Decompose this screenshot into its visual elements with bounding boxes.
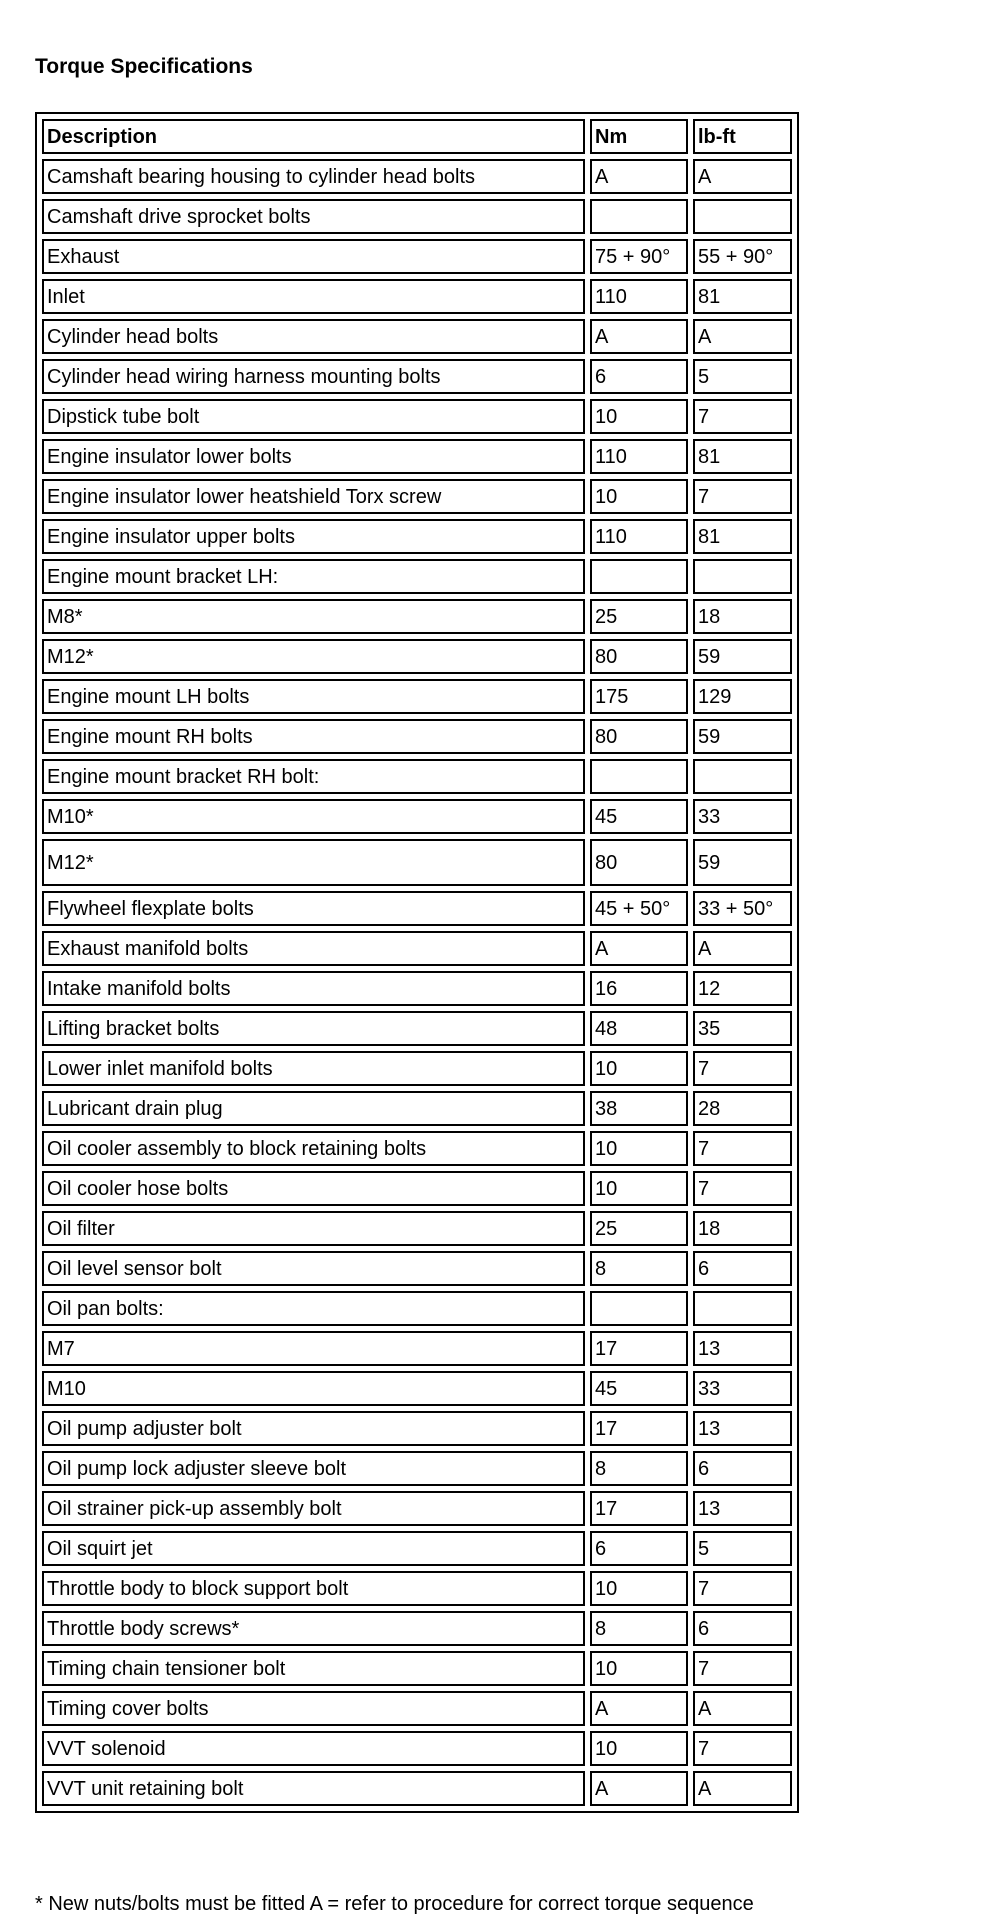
table-row <box>42 971 792 1006</box>
description-cell: M10* <box>42 799 585 834</box>
lbft-cell: 7 <box>693 1571 792 1606</box>
table-row <box>42 1051 792 1086</box>
table-row <box>42 1611 792 1646</box>
lbft-cell: 59 <box>693 639 792 674</box>
table-row <box>42 1411 792 1446</box>
lbft-cell: A <box>693 319 792 354</box>
table-row <box>42 1771 792 1806</box>
lbft-cell <box>693 1291 792 1326</box>
description-cell: M10 <box>42 1371 585 1406</box>
nm-cell: 45 + 50° <box>590 891 688 926</box>
description-cell: Oil level sensor bolt <box>42 1251 585 1286</box>
table-row <box>42 891 792 926</box>
nm-cell: 75 + 90° <box>590 239 688 274</box>
description-cell: Intake manifold bolts <box>42 971 585 1006</box>
header-row <box>42 119 792 154</box>
nm-cell: 6 <box>590 359 688 394</box>
lbft-cell: 59 <box>693 719 792 754</box>
nm-cell: 17 <box>590 1491 688 1526</box>
lbft-cell: A <box>693 1771 792 1806</box>
lbft-cell: 13 <box>693 1411 792 1446</box>
table-row <box>42 1731 792 1766</box>
table-header <box>42 119 792 154</box>
lbft-cell: 81 <box>693 519 792 554</box>
lbft-cell: 7 <box>693 1171 792 1206</box>
nm-cell: 110 <box>590 439 688 474</box>
description-cell: M8* <box>42 599 585 634</box>
torque-specs-table <box>35 112 799 1813</box>
description-cell: Engine insulator upper bolts <box>42 519 585 554</box>
description-cell: M7 <box>42 1331 585 1366</box>
table-row <box>42 1691 792 1726</box>
nm-cell: 25 <box>590 1211 688 1246</box>
table-row <box>42 159 792 194</box>
description-cell: Oil cooler assembly to block retaining bolts <box>42 1131 585 1166</box>
lbft-cell: 12 <box>693 971 792 1006</box>
nm-cell: 8 <box>590 1451 688 1486</box>
nm-cell: 10 <box>590 1651 688 1686</box>
lbft-cell <box>693 199 792 234</box>
description-cell: Lubricant drain plug <box>42 1091 585 1126</box>
description-cell: Lower inlet manifold bolts <box>42 1051 585 1086</box>
lbft-cell: 5 <box>693 359 792 394</box>
nm-cell: A <box>590 1691 688 1726</box>
nm-cell: 6 <box>590 1531 688 1566</box>
lbft-cell: 28 <box>693 1091 792 1126</box>
nm-cell: A <box>590 931 688 966</box>
lbft-cell: 6 <box>693 1251 792 1286</box>
lbft-cell: 18 <box>693 1211 792 1246</box>
lbft-cell: 13 <box>693 1491 792 1526</box>
nm-cell: 8 <box>590 1251 688 1286</box>
lbft-cell: 7 <box>693 1651 792 1686</box>
description-cell: Engine mount LH bolts <box>42 679 585 714</box>
description-cell: Throttle body screws* <box>42 1611 585 1646</box>
table-row <box>42 279 792 314</box>
table-row <box>42 1211 792 1246</box>
nm-cell: 80 <box>590 839 688 886</box>
table-row <box>42 759 792 794</box>
description-cell: Cylinder head bolts <box>42 319 585 354</box>
nm-cell: 10 <box>590 1131 688 1166</box>
table-row <box>42 931 792 966</box>
nm-cell: 175 <box>590 679 688 714</box>
page-title: Torque Specifications <box>35 55 253 78</box>
description-cell: Inlet <box>42 279 585 314</box>
table-row <box>42 1451 792 1486</box>
description-cell: M12* <box>42 639 585 674</box>
table-row <box>42 1371 792 1406</box>
table-row <box>42 1531 792 1566</box>
table-row <box>42 519 792 554</box>
nm-cell: 17 <box>590 1331 688 1366</box>
nm-cell: 10 <box>590 479 688 514</box>
lbft-cell: 7 <box>693 479 792 514</box>
description-cell: Camshaft drive sprocket bolts <box>42 199 585 234</box>
table-row <box>42 1131 792 1166</box>
table-row <box>42 199 792 234</box>
lbft-cell: 35 <box>693 1011 792 1046</box>
nm-cell: 16 <box>590 971 688 1006</box>
nm-cell: 10 <box>590 1171 688 1206</box>
table-row <box>42 1491 792 1526</box>
table-row <box>42 599 792 634</box>
nm-cell <box>590 759 688 794</box>
lbft-cell: 7 <box>693 1731 792 1766</box>
nm-cell: 17 <box>590 1411 688 1446</box>
table-row <box>42 679 792 714</box>
nm-cell: 10 <box>590 1051 688 1086</box>
nm-cell: 80 <box>590 639 688 674</box>
description-cell: Camshaft bearing housing to cylinder head bolts <box>42 159 585 194</box>
table-row <box>42 239 792 274</box>
table-row <box>42 839 792 886</box>
col-header-nm: Nm <box>590 119 688 154</box>
description-cell: Oil strainer pick-up assembly bolt <box>42 1491 585 1526</box>
nm-cell: 8 <box>590 1611 688 1646</box>
nm-cell: 45 <box>590 1371 688 1406</box>
description-cell: Flywheel flexplate bolts <box>42 891 585 926</box>
description-cell: Engine insulator lower bolts <box>42 439 585 474</box>
description-cell: M12* <box>42 839 585 886</box>
lbft-cell: 129 <box>693 679 792 714</box>
table-row <box>42 359 792 394</box>
table-row <box>42 639 792 674</box>
table-row <box>42 1291 792 1326</box>
table-body <box>42 159 792 1806</box>
nm-cell: 48 <box>590 1011 688 1046</box>
table-row <box>42 1091 792 1126</box>
lbft-cell: A <box>693 159 792 194</box>
nm-cell: 10 <box>590 399 688 434</box>
table-row <box>42 719 792 754</box>
description-cell: Engine insulator lower heatshield Torx screw <box>42 479 585 514</box>
table-row <box>42 1171 792 1206</box>
col-header-lbft: lb-ft <box>693 119 792 154</box>
nm-cell: 110 <box>590 279 688 314</box>
nm-cell: 45 <box>590 799 688 834</box>
table-row <box>42 1251 792 1286</box>
lbft-cell: 7 <box>693 1051 792 1086</box>
lbft-cell <box>693 559 792 594</box>
description-cell: Dipstick tube bolt <box>42 399 585 434</box>
lbft-cell: 33 <box>693 1371 792 1406</box>
lbft-cell <box>693 759 792 794</box>
lbft-cell: 33 <box>693 799 792 834</box>
col-header-description: Description <box>42 119 585 154</box>
nm-cell: 10 <box>590 1731 688 1766</box>
table-row <box>42 399 792 434</box>
lbft-cell: 33 + 50° <box>693 891 792 926</box>
lbft-cell: 6 <box>693 1611 792 1646</box>
description-cell: Exhaust <box>42 239 585 274</box>
table-row <box>42 559 792 594</box>
table-row <box>42 1011 792 1046</box>
lbft-cell: A <box>693 1691 792 1726</box>
nm-cell <box>590 199 688 234</box>
description-cell: Timing cover bolts <box>42 1691 585 1726</box>
description-cell: Oil squirt jet <box>42 1531 585 1566</box>
table-row <box>42 439 792 474</box>
nm-cell: 80 <box>590 719 688 754</box>
lbft-cell: 59 <box>693 839 792 886</box>
description-cell: Timing chain tensioner bolt <box>42 1651 585 1686</box>
description-cell: VVT solenoid <box>42 1731 585 1766</box>
description-cell: VVT unit retaining bolt <box>42 1771 585 1806</box>
table-row <box>42 479 792 514</box>
table-row <box>42 1331 792 1366</box>
lbft-cell: 13 <box>693 1331 792 1366</box>
nm-cell <box>590 559 688 594</box>
lbft-cell: 18 <box>693 599 792 634</box>
nm-cell: 25 <box>590 599 688 634</box>
nm-cell: A <box>590 159 688 194</box>
description-cell: Engine mount bracket RH bolt: <box>42 759 585 794</box>
description-cell: Lifting bracket bolts <box>42 1011 585 1046</box>
lbft-cell: 5 <box>693 1531 792 1566</box>
lbft-cell: 6 <box>693 1451 792 1486</box>
nm-cell: 38 <box>590 1091 688 1126</box>
nm-cell: 10 <box>590 1571 688 1606</box>
table-row <box>42 319 792 354</box>
description-cell: Oil pan bolts: <box>42 1291 585 1326</box>
table-row <box>42 1571 792 1606</box>
table-row <box>42 1651 792 1686</box>
lbft-cell: 81 <box>693 279 792 314</box>
lbft-cell: 7 <box>693 1131 792 1166</box>
description-cell: Oil filter <box>42 1211 585 1246</box>
description-cell: Engine mount RH bolts <box>42 719 585 754</box>
footnote: * New nuts/bolts must be fitted A = refer to procedure for correct torque sequence <box>35 1893 754 1915</box>
nm-cell: A <box>590 1771 688 1806</box>
nm-cell <box>590 1291 688 1326</box>
lbft-cell: 55 + 90° <box>693 239 792 274</box>
description-cell: Throttle body to block support bolt <box>42 1571 585 1606</box>
description-cell: Exhaust manifold bolts <box>42 931 585 966</box>
description-cell: Oil cooler hose bolts <box>42 1171 585 1206</box>
description-cell: Oil pump lock adjuster sleeve bolt <box>42 1451 585 1486</box>
description-cell: Engine mount bracket LH: <box>42 559 585 594</box>
lbft-cell: 81 <box>693 439 792 474</box>
description-cell: Cylinder head wiring harness mounting bolts <box>42 359 585 394</box>
lbft-cell: A <box>693 931 792 966</box>
nm-cell: A <box>590 319 688 354</box>
table-row <box>42 799 792 834</box>
description-cell: Oil pump adjuster bolt <box>42 1411 585 1446</box>
lbft-cell: 7 <box>693 399 792 434</box>
nm-cell: 110 <box>590 519 688 554</box>
